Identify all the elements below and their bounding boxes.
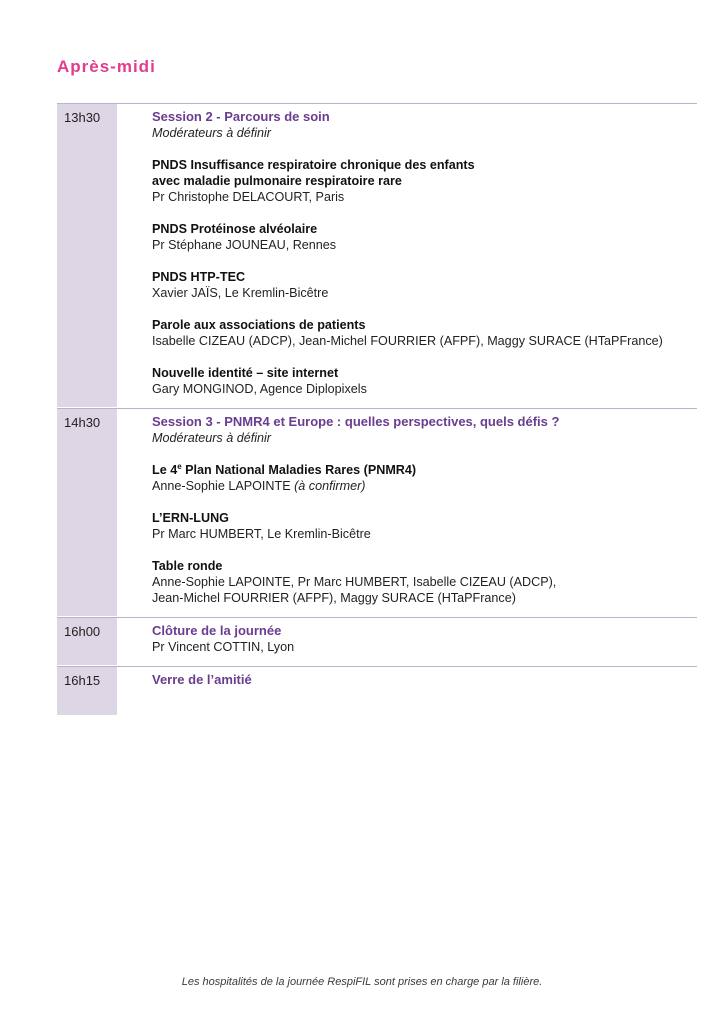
moderators: Modérateurs à définir <box>152 431 272 445</box>
program-item <box>152 269 697 301</box>
program-item <box>152 558 697 606</box>
footer-note: Les hospitalités de la journée RespiFIL sont prises en charge par la filière. <box>181 976 543 988</box>
speaker: Anne-Sophie LAPOINTE, Pr Marc HUMBERT, Isabelle CIZEAU (ADCP), <box>152 575 557 589</box>
schedule-row <box>57 617 697 665</box>
session-content <box>117 104 697 407</box>
time-cell: 16h15 <box>57 667 117 715</box>
schedule-table <box>57 103 697 715</box>
time-cell: 14h30 <box>57 409 117 616</box>
item-title: avec maladie pulmonaire respiratoire rare <box>152 174 402 188</box>
session-content <box>117 409 697 616</box>
item-title <box>152 462 697 478</box>
speaker <box>152 478 697 494</box>
speaker: Isabelle CIZEAU (ADCP), Jean-Michel FOURRIER (AFPF), Maggy SURACE (HTaPFrance) <box>152 334 663 348</box>
speaker: Xavier JAÏS, Le Kremlin-Bicêtre <box>152 286 329 300</box>
speaker: Jean-Michel FOURRIER (AFPF), Maggy SURACE (HTaPFrance) <box>152 591 516 605</box>
schedule-row <box>57 103 697 407</box>
item-title: PNDS Insuffisance respiratoire chronique des enfants <box>152 158 475 172</box>
item-title: L’ERN-LUNG <box>152 511 229 525</box>
item-title: PNDS HTP-TEC <box>152 270 246 284</box>
speaker: Pr Marc HUMBERT, Le Kremlin-Bicêtre <box>152 527 371 541</box>
ordinal-superscript: e <box>177 461 182 471</box>
section-heading: Après-midi <box>57 57 156 76</box>
program-item <box>152 317 697 349</box>
item-title-suffix: Plan National Maladies Rares (PNMR4) <box>181 463 417 477</box>
item-title: Parole aux associations de patients <box>152 318 366 332</box>
speaker: Pr Stéphane JOUNEAU, Rennes <box>152 238 337 252</box>
item-title: Table ronde <box>152 559 223 573</box>
time-cell: 13h30 <box>57 104 117 407</box>
program-item <box>152 510 697 542</box>
time-cell: 16h00 <box>57 618 117 665</box>
moderators: Modérateurs à définir <box>152 126 272 140</box>
item-title: PNDS Protéinose alvéolaire <box>152 222 318 236</box>
program-item <box>152 365 697 397</box>
session-title: Session 3 - PNMR4 et Europe : quelles perspectives, quels défis ? <box>152 414 560 429</box>
session-title: Clôture de la journée <box>152 623 282 638</box>
program-item <box>152 462 697 494</box>
item-title-prefix: Le 4 <box>152 463 178 477</box>
schedule-row <box>57 408 697 616</box>
speaker: Gary MONGINOD, Agence Diplopixels <box>152 382 367 396</box>
speaker-name: Anne-Sophie LAPOINTE <box>152 479 291 493</box>
session-content <box>117 618 697 665</box>
session-content <box>117 667 697 715</box>
session-title: Verre de l’amitié <box>152 672 252 687</box>
schedule-row <box>57 666 697 715</box>
speaker-note: (à confirmer) <box>294 479 366 493</box>
program-item <box>152 221 697 253</box>
speaker: Pr Christophe DELACOURT, Paris <box>152 190 345 204</box>
speaker: Pr Vincent COTTIN, Lyon <box>152 640 295 654</box>
program-item <box>152 157 697 205</box>
session-title: Session 2 - Parcours de soin <box>152 109 330 124</box>
item-title: Nouvelle identité – site internet <box>152 366 339 380</box>
